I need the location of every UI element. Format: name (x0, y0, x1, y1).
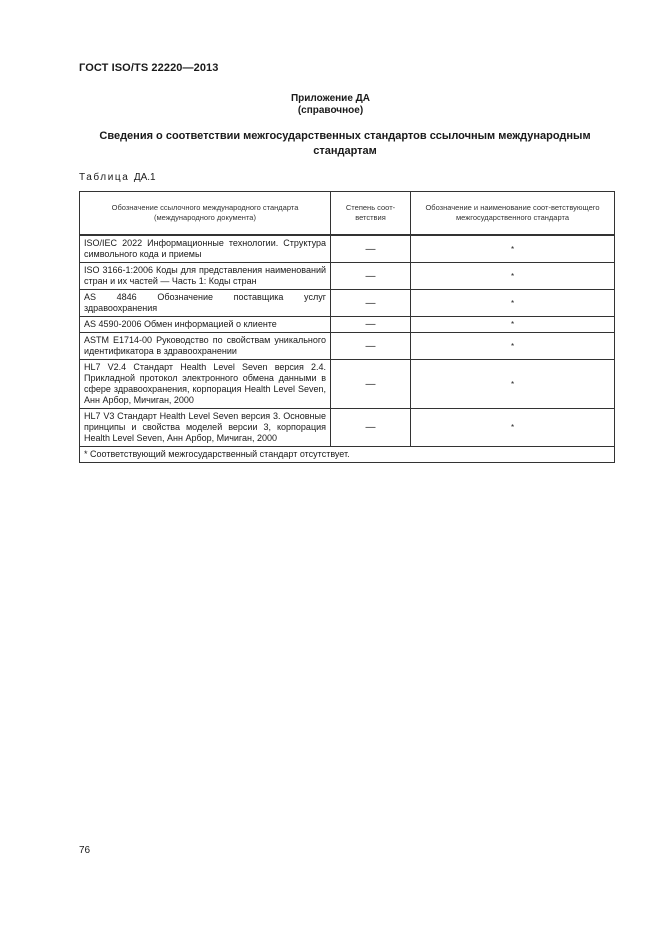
cell-reference: ASTM E1714-00 Руководство по свойствам уникального идентификатора в здравоохранении (80, 333, 331, 360)
appendix-subtitle: (справочное) (297, 105, 364, 116)
cell-standard: * (411, 333, 615, 360)
table-caption (79, 172, 156, 183)
cell-reference: ISO 3166-1:2006 Коды для представления наименований стран и их частей — Часть 1: Коды стран (80, 263, 331, 290)
cell-degree: — (331, 290, 411, 317)
cell-degree: — (331, 409, 411, 447)
section-title: Сведения о соответствии межгосударственных стандартов ссылочным международным стандартам (99, 130, 591, 157)
table-header-row (80, 192, 615, 236)
document-id: ГОСТ ISO/TS 22220—2013 (79, 62, 219, 74)
page-number: 76 (79, 845, 91, 856)
table-footnote: * Соответствующий межгосударственный стандарт отсутствует. (80, 447, 615, 463)
table-row (80, 360, 615, 409)
cell-standard: * (411, 317, 615, 333)
table-row (80, 333, 615, 360)
cell-reference: ISO/IEC 2022 Информационные технологии. Структура символьного кода и приемы (80, 235, 331, 263)
column-header-standard: Обозначение и наименование соот-ветствующего межгосударственного стандарта (411, 192, 615, 236)
cell-degree: — (331, 235, 411, 263)
table-caption-label: Таблица (79, 172, 130, 183)
cell-degree: — (331, 317, 411, 333)
cell-reference: HL7 V3 Стандарт Health Level Seven версия 3. Основные принципы и свойства моделей версии 3, корпорация Health Level Seven, Анн Арбор, Мичиган, 2000 (80, 409, 331, 447)
cell-standard: * (411, 263, 615, 290)
table-row (80, 317, 615, 333)
column-header-degree: Степень соот-ветствия (331, 192, 411, 236)
cell-degree: — (331, 263, 411, 290)
cell-standard: * (411, 290, 615, 317)
cell-degree: — (331, 333, 411, 360)
column-header-reference: Обозначение ссылочного международного стандарта (международного документа) (80, 192, 331, 236)
appendix-title: Приложение ДА (290, 93, 371, 104)
cell-reference: AS 4846 Обозначение поставщика услуг здравоохранения (80, 290, 331, 317)
cell-standard: * (411, 235, 615, 263)
cell-standard: * (411, 409, 615, 447)
cell-standard: * (411, 360, 615, 409)
appendix-heading (0, 93, 661, 117)
table-footnote-row (80, 447, 615, 463)
cell-reference: HL7 V2.4 Стандарт Health Level Seven версия 2.4. Прикладной протокол электронного обмена данными в сфере здравоохранения, корпорация Health Level Seven, Анн Арбор, Мичиган, 2000 (80, 360, 331, 409)
cell-reference: AS 4590-2006 Обмен информацией о клиенте (80, 317, 331, 333)
table-row (80, 290, 615, 317)
table-row (80, 235, 615, 263)
reference-table (79, 191, 615, 463)
cell-degree: — (331, 360, 411, 409)
table-row (80, 409, 615, 447)
table-caption-number: ДА.1 (133, 172, 156, 183)
table-row (80, 263, 615, 290)
